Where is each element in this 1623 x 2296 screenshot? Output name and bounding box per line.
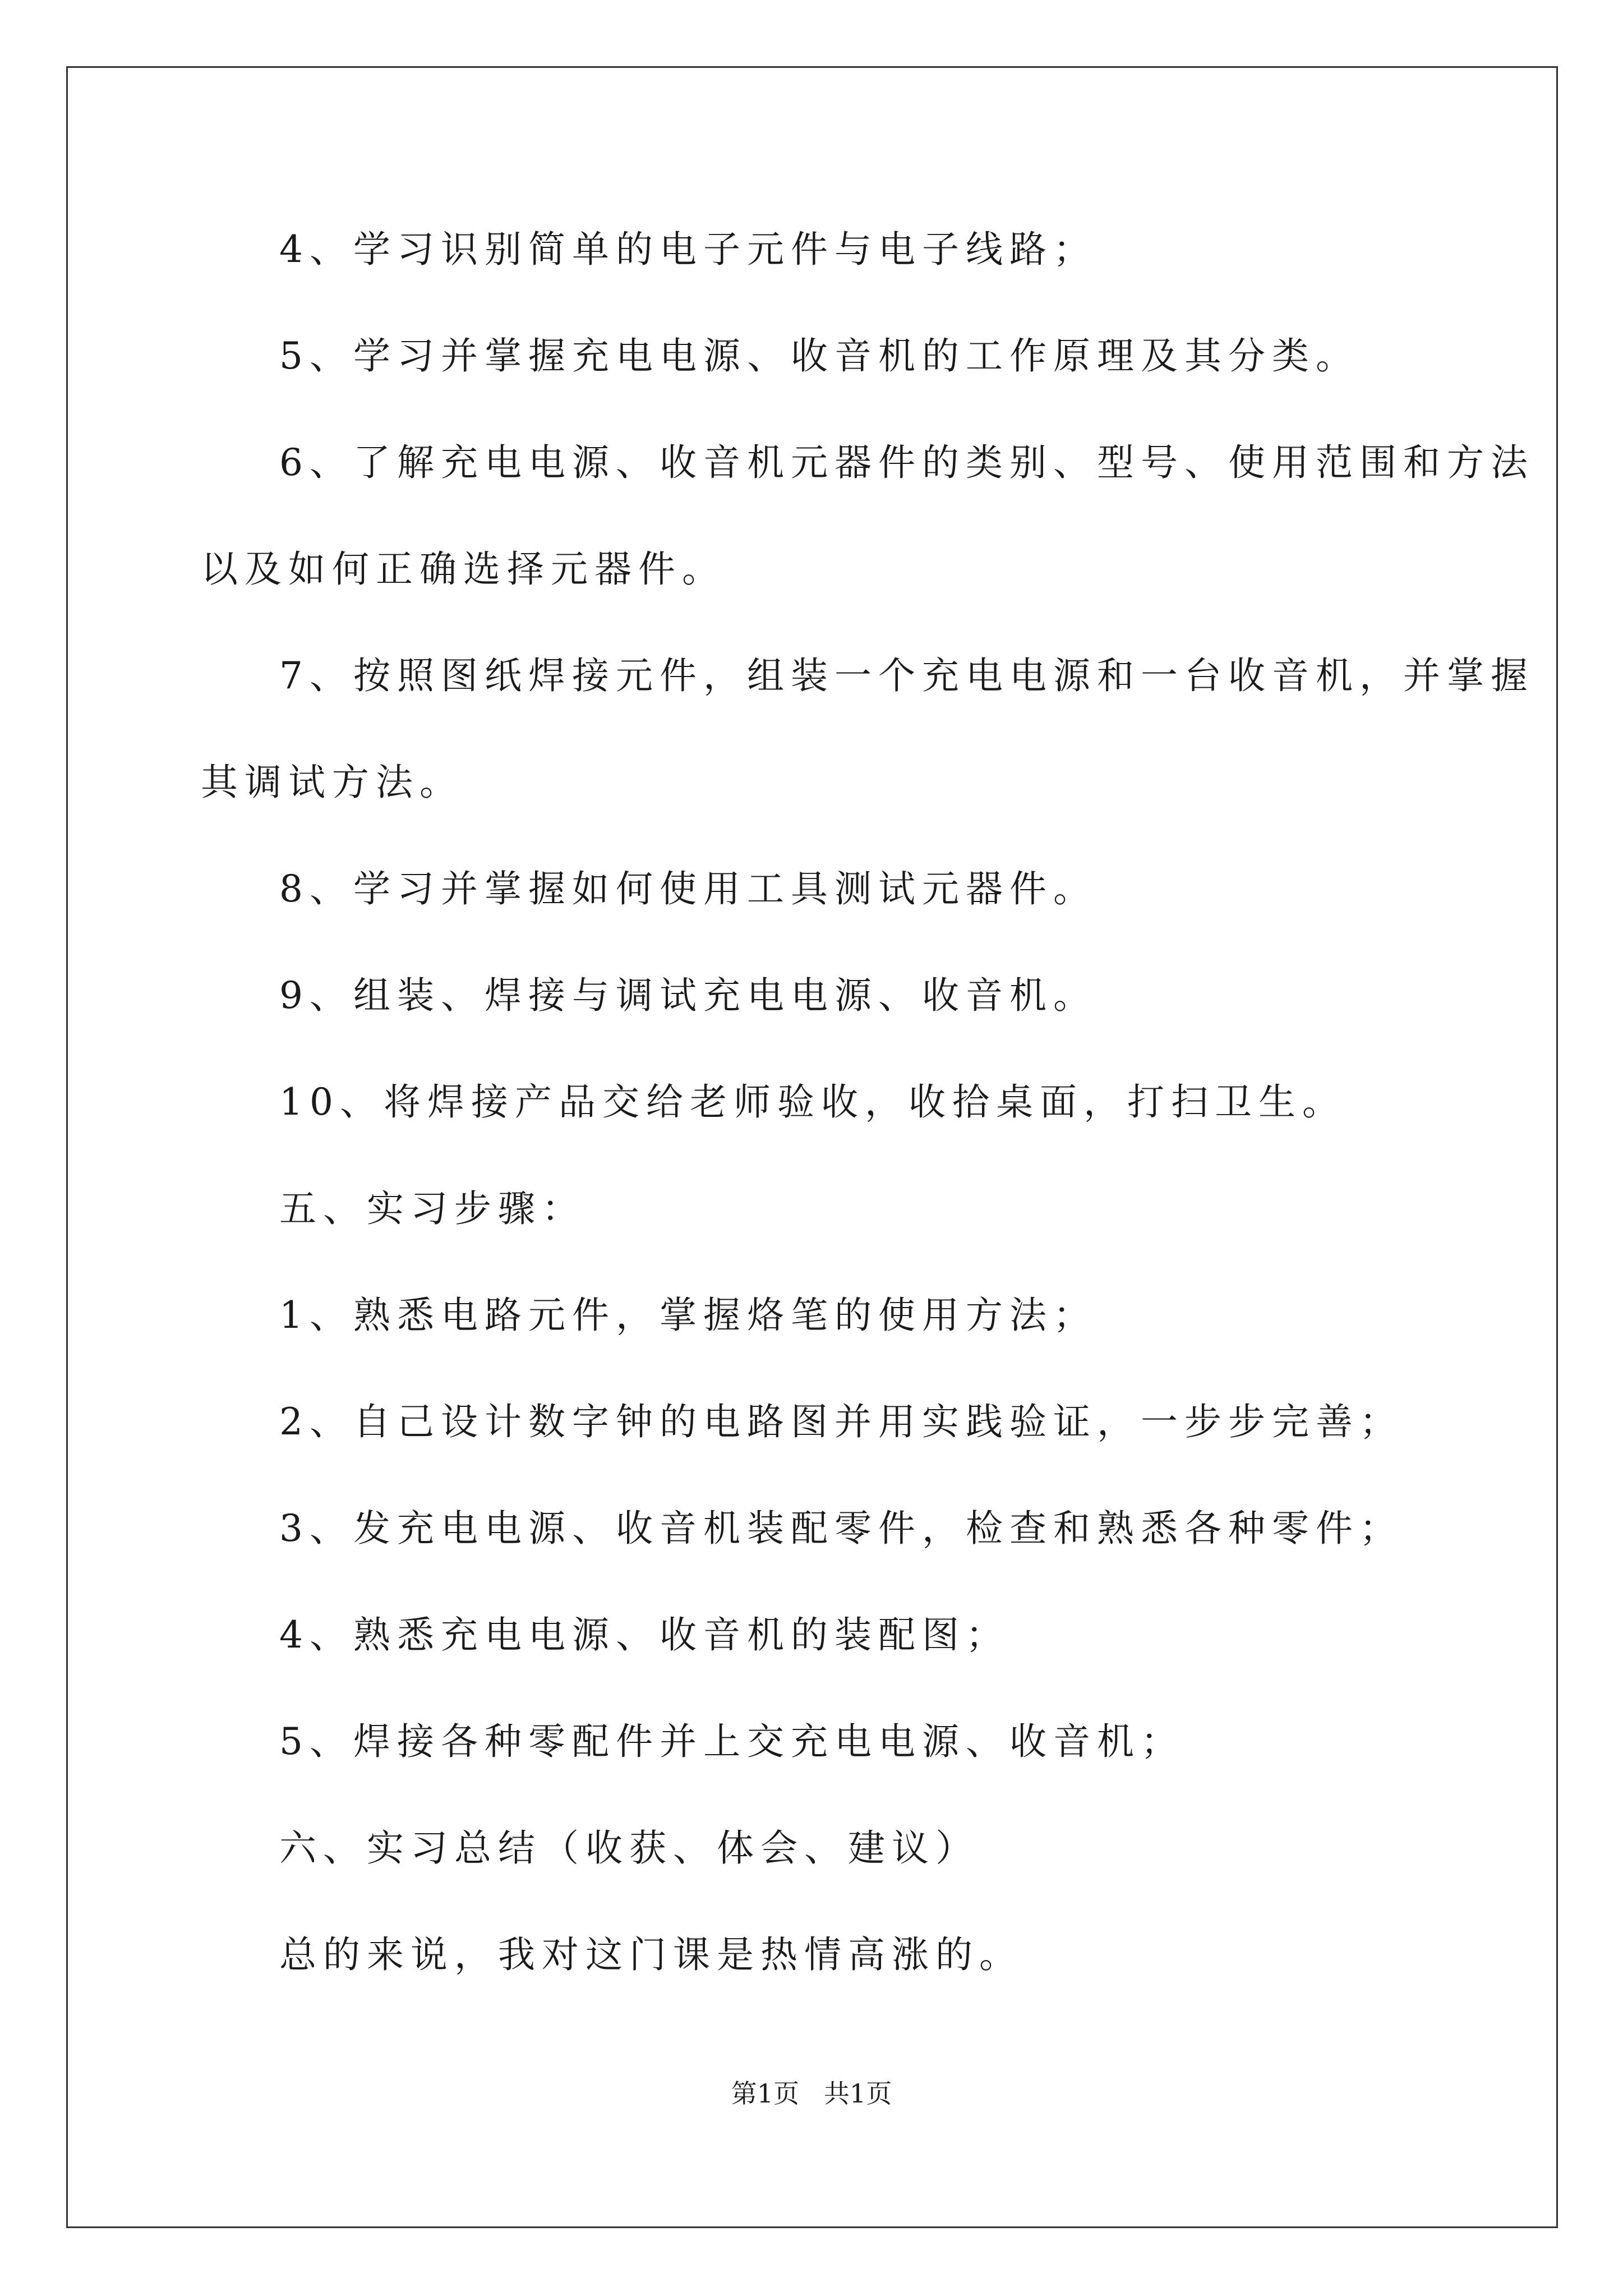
paragraph-line: 4、熟悉充电电源、收音机的装配图； <box>279 1613 1009 1657</box>
paragraph-line: 2、自己设计数字钟的电路图并用实践验证，一步步完善； <box>279 1400 1403 1443</box>
paragraph-line: 以及如何正确选择元器件。 <box>201 547 726 591</box>
paragraph-line: 8、学习并掌握如何使用工具测试元器件。 <box>279 867 1097 910</box>
page-border <box>66 66 1558 2228</box>
paragraph-line: 7、按照图纸焊接元件，组装一个充电电源和一台收音机，并掌握 <box>279 654 1534 697</box>
paragraph-line: 3、发充电电源、收音机装配零件，检查和熟悉各种零件； <box>279 1507 1403 1550</box>
section-heading: 六、实习总结（收获、体会、建议） <box>279 1826 979 1870</box>
paragraph-line: 10、将焊接产品交给老师验收，收拾桌面，打扫卫生。 <box>279 1080 1346 1124</box>
paragraph-line: 5、焊接各种零配件并上交充电电源、收音机； <box>279 1720 1184 1763</box>
paragraph-line: 9、组装、焊接与调试充电电源、收音机。 <box>279 974 1097 1017</box>
paragraph-line: 1、熟悉电路元件，掌握烙笔的使用方法； <box>279 1294 1097 1337</box>
page-footer: 第1页 共1页 <box>731 2078 892 2109</box>
paragraph-line: 6、了解充电电源、收音机元器件的类别、型号、使用范围和方法 <box>279 441 1534 484</box>
section-heading: 五、实习步骤： <box>279 1187 585 1230</box>
paragraph-line: 4、学习识别简单的电子元件与电子线路； <box>279 228 1097 271</box>
paragraph-line: 其调试方法。 <box>201 761 463 804</box>
paragraph-line: 5、学习并掌握充电电源、收音机的工作原理及其分类。 <box>279 334 1359 378</box>
paragraph-line: 总的来说，我对这门课是热情高涨的。 <box>279 1933 1023 1976</box>
